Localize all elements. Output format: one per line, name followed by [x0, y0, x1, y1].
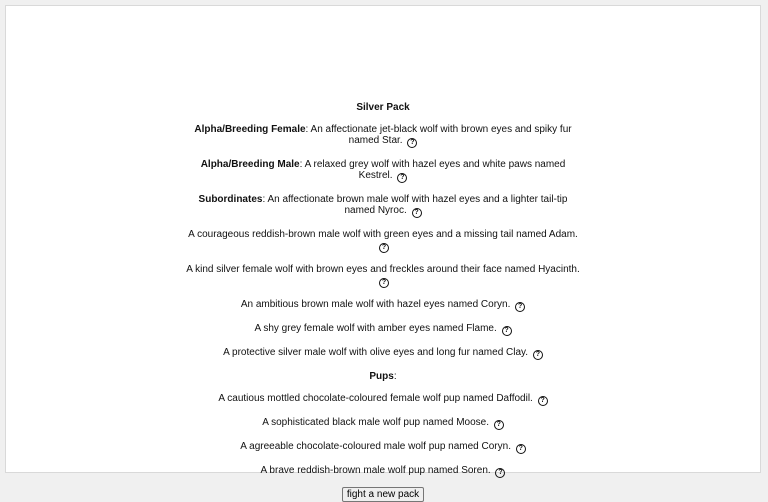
pups-label-suffix: :: [393, 371, 397, 382]
help-icon[interactable]: ?: [379, 278, 389, 288]
subordinate-entry: [183, 323, 583, 336]
help-icon[interactable]: ?: [397, 173, 407, 183]
fight-new-pack-button[interactable]: fight a new pack: [342, 487, 424, 502]
pup-description: A agreeable chocolate-coloured male wolf pup named Coryn.: [240, 441, 511, 452]
pup-description: A cautious mottled chocolate-coloured female wolf pup named Daffodil.: [218, 393, 533, 404]
alpha-female-entry: [183, 124, 583, 148]
page-frame: [5, 5, 761, 500]
help-icon[interactable]: ?: [495, 468, 505, 478]
subordinate-description: A courageous reddish-brown male wolf with green eyes and a missing tail named Adam.: [188, 229, 578, 240]
pack-title: Silver Pack: [356, 102, 410, 113]
subordinate-entry: [183, 347, 583, 360]
subordinate-description: A shy grey female wolf with amber eyes named Flame.: [254, 323, 497, 334]
pack-content: [6, 102, 760, 502]
alpha-female-description: : An affectionate jet-black wolf with brown eyes and spiky fur named Star.: [305, 124, 572, 146]
help-icon[interactable]: ?: [538, 396, 548, 406]
pups-heading: [183, 371, 583, 382]
help-icon[interactable]: ?: [494, 420, 504, 430]
pup-entry: [183, 441, 583, 454]
subordinate-entry: [183, 229, 583, 253]
help-icon[interactable]: ?: [516, 444, 526, 454]
subordinate-description: A protective silver male wolf with olive eyes and long fur named Clay.: [223, 347, 529, 358]
subordinates-label: Subordinates: [198, 194, 263, 205]
subordinate-entry: [183, 299, 583, 312]
help-icon[interactable]: ?: [515, 302, 525, 312]
alpha-male-entry: [183, 159, 583, 183]
pup-entry: [183, 465, 583, 478]
help-icon[interactable]: ?: [502, 326, 512, 336]
help-icon[interactable]: ?: [533, 350, 543, 360]
subordinate-entry: [183, 264, 583, 288]
alpha-male-description: : A relaxed grey wolf with hazel eyes and white paws named Kestrel.: [299, 159, 566, 181]
alpha-male-label: Alpha/Breeding Male: [200, 159, 300, 170]
help-icon[interactable]: ?: [407, 138, 417, 148]
alpha-female-label: Alpha/Breeding Female: [194, 124, 306, 135]
subordinate-entry: [183, 194, 583, 218]
pup-entry: [183, 393, 583, 406]
subordinate-description: A kind silver female wolf with brown eyes and freckles around their face named Hyacinth.: [186, 264, 580, 275]
subordinate-description: An ambitious brown male wolf with hazel eyes named Coryn.: [240, 299, 511, 310]
help-icon[interactable]: ?: [412, 208, 422, 218]
help-icon[interactable]: ?: [379, 243, 389, 253]
pup-entry: [183, 417, 583, 430]
pup-description: A sophisticated black male wolf pup named Moose.: [262, 417, 489, 428]
subordinate-description: : An affectionate brown male wolf with hazel eyes and a lighter tail-tip named Nyroc.: [262, 194, 568, 216]
pup-description: A brave reddish-brown male wolf pup named Soren.: [260, 465, 491, 476]
pups-label: Pups: [369, 371, 394, 382]
